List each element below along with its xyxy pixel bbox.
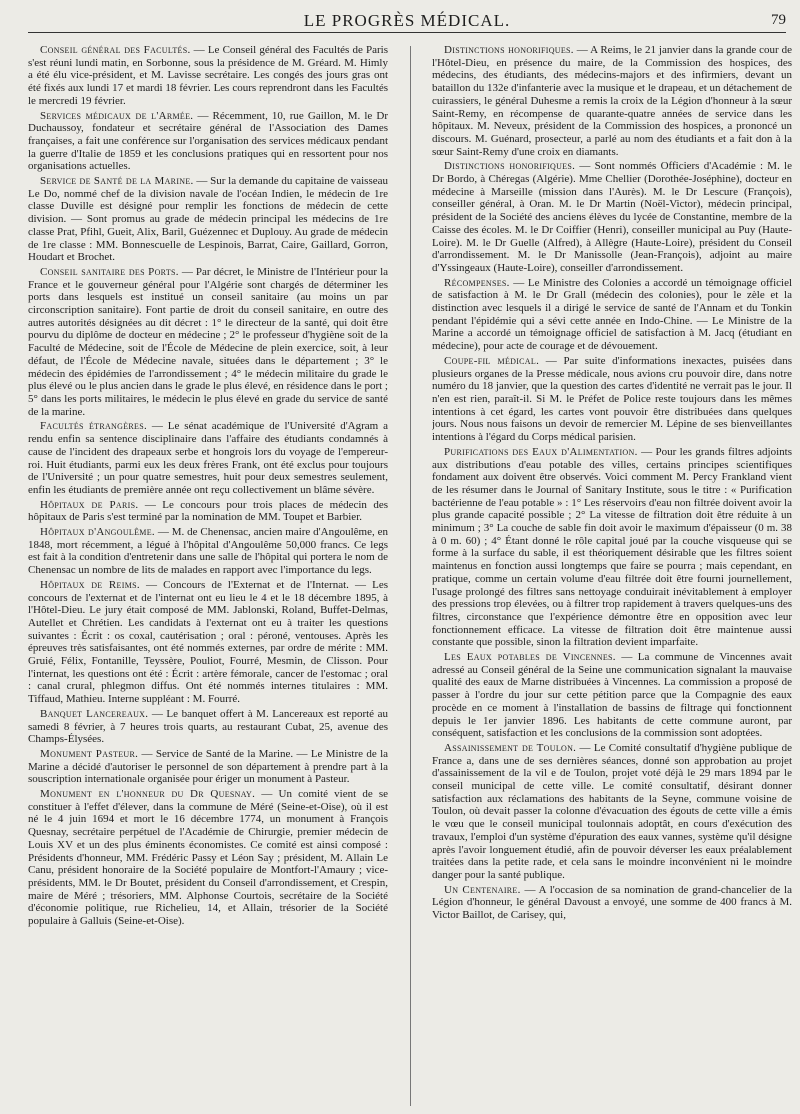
right-column — [432, 44, 792, 1106]
news-item-heading: Un Centenaire. — [444, 883, 521, 896]
news-item-text: — Le Comité consultatif d'hygiène publique de France a, dans une de ses dernières séances, donné son approbation au projet d'assainissement de la vil e de Toulon, projet voté déjà le 29 mars 1894 par le conseil municipal de cette ville. Le comité consultatif, désirant donner satisfaction aux réclamations des habitants de la Seyne, commune voisine de Toulon, où devait passer la colonne d'évacuation des égouts de cette ville a émis le vœu que le conseil municipal toulonnais adoptât, en cours d'exécution des travaux, l'emploi d'un système d'épuration des eaux vannes, système qu'il désigne après l'avoir longuement étudié, afin de pouvoir déverser les eaux préalablement traitées dans la petite rade, et cela sans le moindre inconvénient ni le moindre danger pour la santé publique. — [432, 741, 792, 881]
news-item-text: — Par suite d'informations inexactes, puisées dans plusieurs organes de la Presse médicale, nous avions cru pouvoir dire, dans notre numéro du 18 janvier, que la question des cartes d'identité ne verrait pas le jour. Il n'en est rien, paraît-il. Si M. le Préfet de Police reste toujours dans les mêmes intentions à cet égard, les cartes vont pouvoir être distribuées dans quelques jours. Nous nous faisons un devoir de remercier M. Lépine de ses bienveillantes intentions à l'égard du Corps médical parisien. — [432, 354, 792, 444]
news-item-text: — Le Conseil général des Facultés de Paris s'est réuni lundi matin, en Sorbonne, sous la présidence de M. Gréard. M. Himly a été élu vice-président, et M. Lavisse secrétaire. Les congés des jours gras ont été fixés aux lundi 17 et mardi 18 février. Les cours reprendront dans les Facultés le mercredi 19 février. — [28, 44, 388, 107]
news-item-heading: Purifications des Eaux d'Alimentation. — [444, 445, 638, 458]
news-item — [28, 526, 388, 577]
news-item-text: — Un comité vient de se constituer à l'effet d'élever, dans la commune de Méré (Seine-et-Oise), où il est né le 4 juin 1694 et mort le 16 décembre 1774, un monument à François Quesnay, secrétaire perpétuel de l'Académie de Chirurgie, premier médecin de Louis XV et un des plus éminents économistes. Ce comité est ainsi composé : Présidents d'honneur, MM. Frédéric Passy et Léon Say ; président, M. Allain Le Canu, président honoraire de la Société populaire de Montfort-l'Amaury ; vice-présidents, MM. le Dr Boutet, président du Conseil d'arrondissement, et Crespin, maire de Méré ; trésoriers, MM. Alphonse Courtois, secrétaire de la Société d'économie politique, rue Richelieu, 14, et Allain, trésorier de la Société populaire à Galluis (Seine-et-Oise). — [28, 788, 388, 928]
news-item-heading: Facultés étrangères. — [40, 420, 148, 433]
news-item-heading: Monument en l'honneur du Dr Quesnay. — [40, 788, 256, 801]
news-item — [28, 420, 388, 496]
news-item — [432, 742, 792, 882]
news-item-heading: Services médicaux de l'Armée. — [40, 109, 194, 122]
news-item — [432, 884, 792, 922]
news-item-text: — Par décret, le Ministre de l'Intérieur pour la France et le gouverneur général pour l'Algérie sont chargés de déterminer les ports dans lesquels est institué un conseil sanitaire (au moins un par circonscription sanitaire). Font partie de droit du conseil sanitaire, en outre des autres autorités désignées au dit décret : 1° le directeur de la santé, qui doit être pourvu du diplôme de docteur en médecine ; 2° le professeur d'hygiène soit de la Faculté de Médecine, soit de l'École de Médecine de plein exercice, soit, à leur défaut, de l'École de Médecine navale, situées dans le département ; 3° le médecin des épidémies de l'arrondissement ; 4° le médecin militaire du grade le plus élevé ou le plus ancien dans le grade le plus élevé, en résidence dans le port ; 5° dans les ports militaires, le médecin le plus élevé en grade du service de santé de la marine. — [28, 265, 388, 418]
news-item-text: — Pour les grands filtres adjoints aux distributions d'eau potable des villes, certains principes scientifiques fondament aux doivent être observés. Voici comment M. Percy Frankland vient de les résumer dans le Journal of Sanitary Institute, sous le titre : « Purification bactérienne de l'eau potable » : 1° Les réservoirs d'eau non filtrée doivent avoir la plus grande capacité possible ; 2° La vitesse de filtration doit être réduite à un minimum ; 3° La couche de sable fin doit avoir le maximum d'épaisseur (0 m. 38 à 0 m. 60) ; 4° Étant donné le rôle capital joué par la couche visqueuse qui se forme à la surface du sable, il est théoriquement désirable que les filtres soient maintenus en fonction aussi longtemps que faire se pourra ; mais cependant, en pratique, comme un certain volume d'eau filtrée doit être fourni journellement, l'usage prolongé des filtres sans nettoyage conduirait inévitablement à employer des pressions trop élevées, ou à filtrer trop rapidement à travers quelques-uns des filtres, circonstance que l'expérience démontre être en opposition avec leur fonctionnement efficace. La vitesse de filtration doit être maintenue aussi constante que possible, sinon la filtration devient imparfaite. — [432, 445, 792, 649]
news-item — [432, 277, 792, 353]
news-item-heading: Hôpitaux de Reims. — [40, 578, 140, 591]
news-item-text: — Le banquet offert à M. Lancereaux est reporté au samedi 8 février, à 7 heures trois quarts, au restaurant Cubat, 25, avenue des Champs-Élysées. — [28, 707, 388, 746]
news-item — [432, 651, 792, 740]
news-item — [432, 160, 792, 274]
left-column — [28, 44, 388, 1106]
news-item-text: — Service de Santé de la Marine. — Le Ministre de la Marine a décidé d'autoriser le personnel de son département à prendre part à la souscription internationale organisée pour ériger un monument à Pasteur. — [28, 747, 388, 786]
journal-title: LE PROGRÈS MÉDICAL. — [303, 11, 511, 30]
news-item — [28, 708, 388, 746]
news-item — [432, 44, 792, 158]
text-columns — [28, 44, 792, 1106]
news-item-heading: Hôpitaux d'Angoulême. — [40, 526, 155, 539]
news-item — [28, 788, 388, 928]
page-number: 79 — [771, 12, 786, 28]
news-item-heading: Conseil sanitaire des Ports. — [40, 265, 179, 278]
news-item-heading: Récompenses. — [444, 276, 510, 289]
news-item-heading: Distinctions honorifiques. — [444, 160, 576, 173]
news-item-text: — Le sénat académique de l'Université d'Agram a rendu enfin sa sentence disciplinaire dans l'affaire des étudiants condamnés à cause de l'incident des drapeaux serbe et hongrois lors du voyage de l'empereur-roi. Huit étudiants, parmi eux les deux frères Frank, ont été exclus pour toujours de l'Université ; un pour quatre semestres, huit pour deux semestres seulement, enfin les étudiants de première année ont reçu collectivement un blâme sévère. — [28, 420, 388, 496]
news-item — [432, 355, 792, 444]
news-item-heading: Conseil général des Facultés. — [40, 44, 191, 56]
column-divider — [410, 46, 411, 1106]
news-item — [28, 266, 388, 418]
news-item-text: — Sont nommés Officiers d'Académie : M. le Dr Bordo, à Chéregas (Algérie). Mme Chellier (Dorothée-Joséphine), docteur en médecine à Marseille (mission dans l'Aurès). M. le Dr Lescure (François), conseiller général, à Oran. M. le Dr Martin (Noël-Victor), médecin principal, président de la Société des anciens élèves du lycée de Constantine, membre de la Caisse des écoles. M. le Dr Coiffier (Henri), conseiller municipal au Puy (Haute-Loire). M. le Dr Guelle (Alfred), à Allègre (Haute-Loire), président du Conseil d'arrondissement. M. le Dr Manissolle (Jean-François), adjoint au maire d'Yssingeaux (Haute-Loire), conseiller d'arrondissement. — [432, 160, 792, 274]
news-item — [28, 110, 388, 174]
news-item-text: — Concours de l'Externat et de l'Internat. — Les concours de l'externat et de l'internat ont eu lieu le 4 et le 18 décembre 1895, à l'Hôtel-Dieu. Le jury était composé de MM. Jablonski, Roland, Buffet-Delmas, Autellet et Chrétien. Les candidats à l'externat ont eu à traiter les questions suivantes : Écrit : os coxal, cautérisation ; oral : péroné, ventouses. Après les épreuves très satisfaisantes, ont été nommés externes, par ordre de mérite : MM. Gruié, Félix, Fontanille, Teyssère, Pouliot, Fourré, Mesmin, de Clisson. Pour l'internat, les questions ont été : Écrit : artère fémorale, cancer de l'estomac ; oral : canal crural, phlegmon diffus. Ont été nommés internes titulaires : MM. Tiffaud, Mathieu. Interne suppléant : M. Fourré. — [28, 578, 388, 706]
news-item-text: — A Reims, le 21 janvier dans la grande cour de l'Hôtel-Dieu, en présence du maire, de la Commission des hospices, des médecins, des étudiants, des médecins-majors et des infirmiers, devant un bataillon du 132e d'infanterie avec la musique et le drapeau, et un détachement de cuirassiers, le général Duhesme a remis la croix de la Légion d'honneur à la sœur Saint-Remy, en récompense de quarante-quatre années de service dans les hôpitaux. M. Neveux, président de la Commission des hospices, a prononcé un discours. M. Guénard, prosecteur, a parlé au nom des étudiants et a fait don à la sœur Saint-Remy d'une croix en diamants. — [432, 44, 792, 158]
news-item — [28, 579, 388, 706]
news-item-heading: Hôpitaux de Paris. — [40, 498, 139, 511]
news-item-text: — M. de Chenensac, ancien maire d'Angoulême, en 1848, mort récemment, a légué à l'hôpital d'Angoulême 50,000 francs. Ce legs est fait à la condition d'entretenir dans une salle de l'hôpital qui portera le nom de Chenensac un nombre de lits de malades en rapport avec l'importance du legs. — [28, 526, 388, 577]
news-item-heading: Banquet Lancereaux. — [40, 707, 149, 720]
news-item-heading: Assainissement de Toulon. — [444, 741, 577, 754]
news-item-text: — La commune de Vincennes avait adressé au Conseil général de la Seine une communication signalant la mauvaise qualité des eaux de Marne distribuées à Vincennes. La commission a proposé de passer à l'ordre du jour sur cette pétition parce que la Compagnie des eaux procède en ce moment à l'installation de bassins de filtrage qui fonctionnent depuis le 1er janvier 1896. Les habitants de cette commune auront, par conséquent, satisfaction et les conclusions de la commission sont adoptées. — [432, 651, 792, 740]
news-item — [28, 175, 388, 264]
running-head — [28, 10, 786, 33]
news-item — [432, 446, 792, 649]
news-item-text: — Récemment, 10, rue Gaillon, M. le Dr Duchaussoy, fondateur et secrétaire général de l'Association des Dames françaises, a fait une conférence sur l'organisation des services médicaux pendant la guerre d'Italie de 1859 et les conclusions pratiques qui en ressortent pour nos organisations actuelles. — [28, 109, 388, 173]
news-item-heading: Les Eaux potables de Vincennes. — [444, 651, 616, 664]
news-item — [28, 748, 388, 786]
news-item-heading: Service de Santé de la Marine. — [40, 175, 194, 188]
news-item-heading: Monument Pasteur. — [40, 747, 139, 760]
news-item — [28, 44, 388, 108]
news-item-text: — Le concours pour trois places de médecin des hôpitaux de Paris s'est terminé par la nomination de MM. Toupet et Barbier. — [28, 498, 388, 524]
news-item-text: — Sur la demande du capitaine de vaisseau Le Do, nommé chef de la division navale de l'océan Indien, le médecin de 1re classe Duville est désigné pour remplir les fonctions de médecin de cette division. — Sont promus au grade de médecin principal les médecins de 1re classe Prat, Pfihl, Gueit, Alix, Baril, Guézennec et Duplouy. Au grade de médecin de 1re classe : MM. Bonnescuelle de Lespinois, Barrat, Caire, Gaillard, Gorron, Houdart et Brochet. — [28, 175, 388, 264]
news-item-text: — A l'occasion de sa nomination de grand-chancelier de la Légion d'honneur, le général Davoust a envoyé, une somme de 400 francs à M. Victor Baillot, de Carisey, qui, — [432, 883, 792, 922]
news-item-heading: Coupe-fil médical. — [444, 354, 540, 367]
news-item-text: — Le Ministre des Colonies a accordé un témoignage officiel de satisfaction à M. le Dr Grall (médecin des colonies), pour le zèle et la distinction avec lesquels il a dirigé le service de santé de l'Annam et du Tonkin pendant l'épidémie qui a sévi cette année en Indo-Chine. — Le Ministre de la Marine a accordé un témoignage officiel de satisfaction à M. Jacq (étudiant en médecine), pour acte de courage et de dévouement. — [432, 276, 792, 353]
news-item-heading: Distinctions honorifiques. — [444, 44, 574, 56]
news-item — [28, 499, 388, 524]
